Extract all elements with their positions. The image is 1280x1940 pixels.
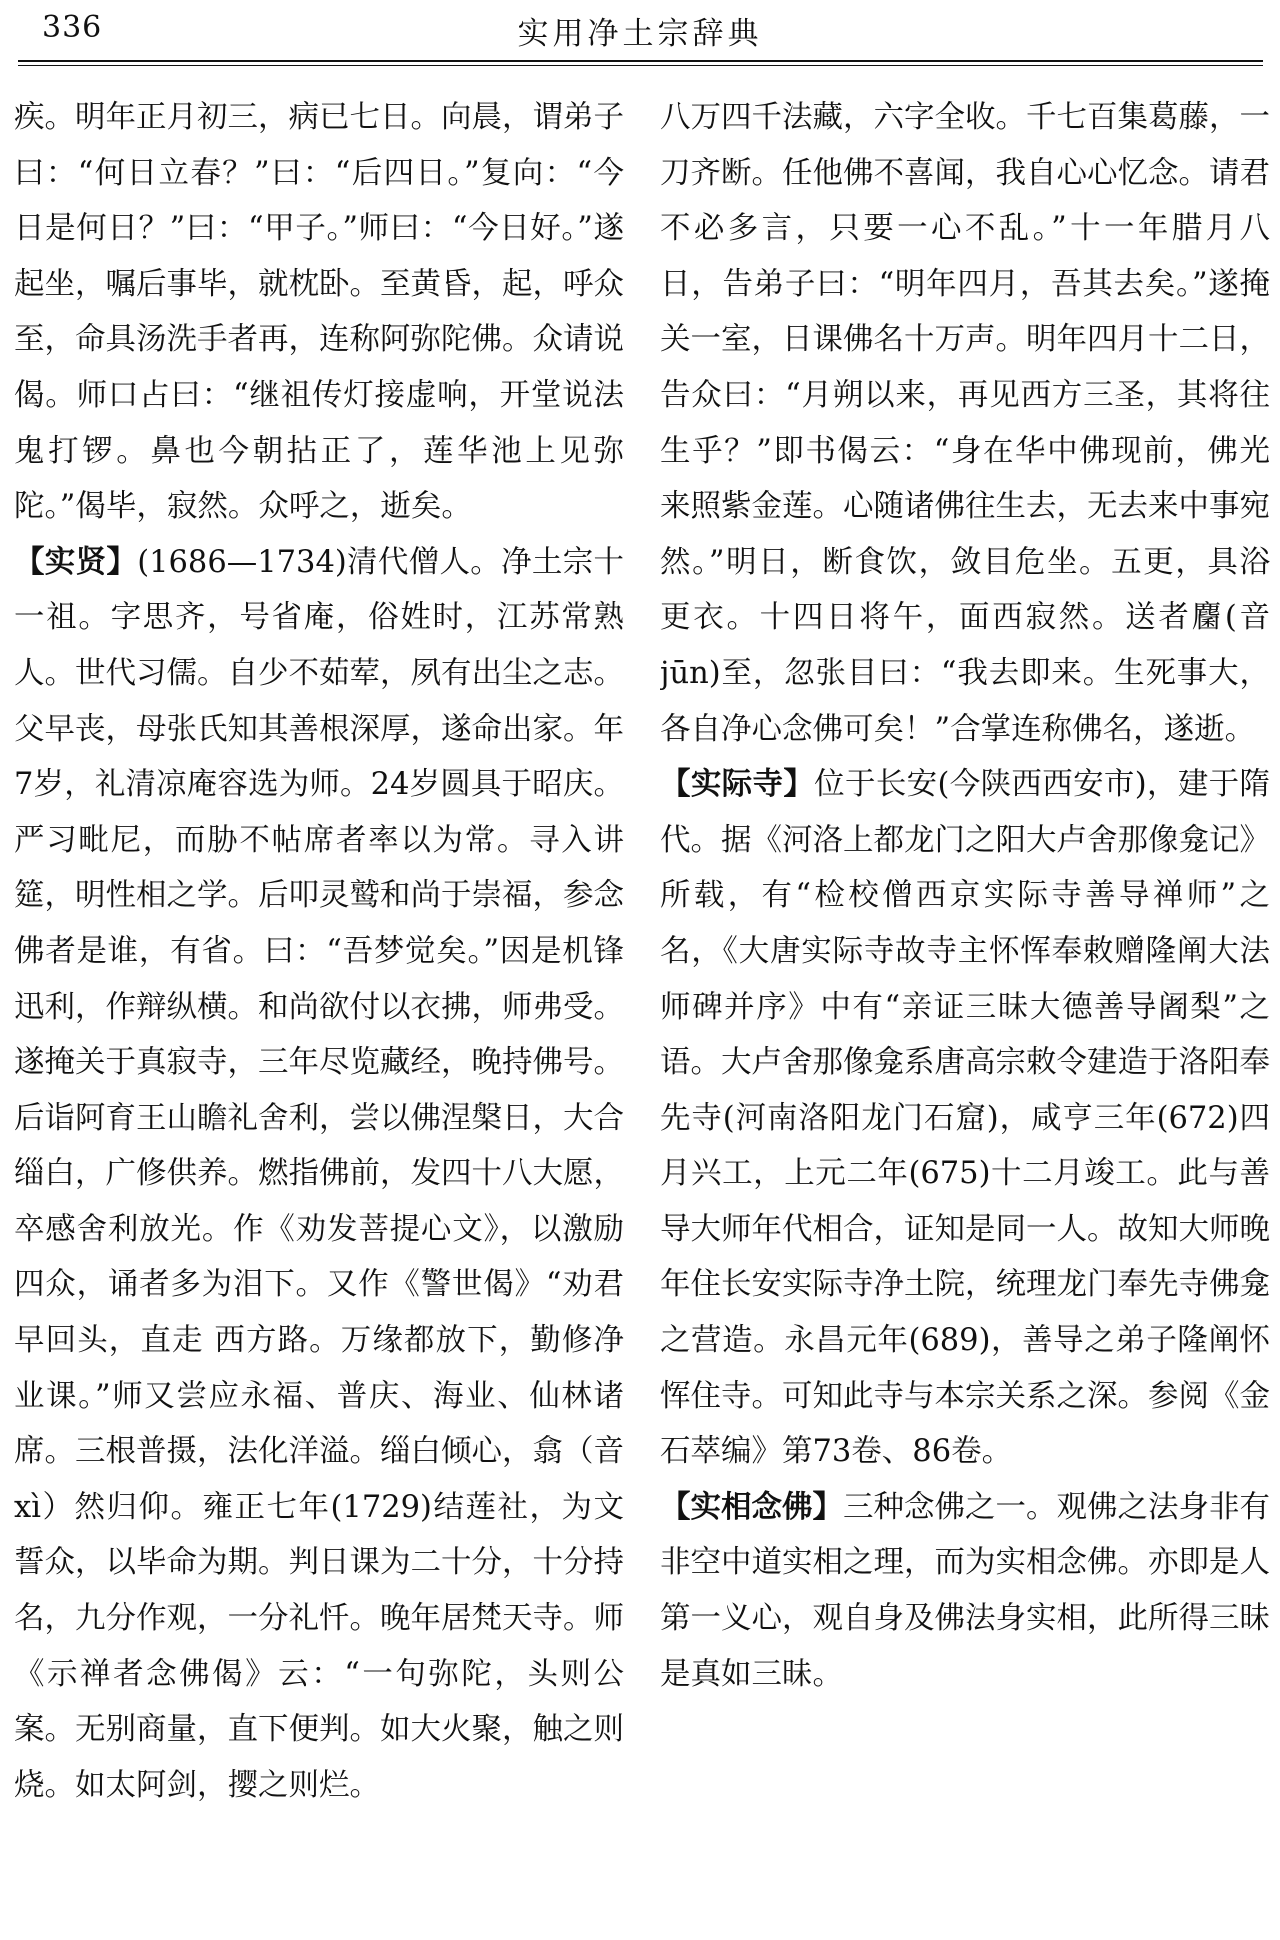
right-column [660, 90, 1270, 1930]
entry-body: (1686—1734)清代僧人。净土宗十一祖。字思齐，号省庵，俗姓时，江苏常熟人。世代习儒。自少不茹荤，夙有出尘之志。父早丧，母张氏知其善根深厚，遂命出家。年7岁，礼清凉庵容选为师。24岁圆具于昭庆。严习毗尼，而胁不帖席者率以为常。寻入讲筵，明性相之学。后叩灵鹫和尚于崇福，参念佛者是谁，有省。曰：“吾梦觉矣。”因是机锋迅利，作辩纵横。和尚欲付以衣拂，师弗受。遂掩关于真寂寺，三年尽览藏经，晚持佛号。后诣阿育王山瞻礼舍利，尝以佛涅槃日，大合缁白，广修供养。燃指佛前，发四十八大愿，卒感舍利放光。作《劝发菩提心文》，以激励四众，诵者多为泪下。又作《警世偈》“劝君早回头，直走 西方路。万缘都放下，勤修净业课。”师又尝应永福、普庆、海业、仙林诸席。三根普摄，法化洋溢。缁白倾心，翕（音 xì）然归仰。雍正七年(1729)结莲社，为文誓众，以毕命为期。判日课为二十分，十分持名，九分作观，一分礼忏。晚年居梵天寺。师《示禅者念佛偈》云：“一句弥陀，头则公案。无别商量，直下便判。如大火聚，触之则烧。如太阿剑，撄之则烂。 [14, 544, 624, 1803]
header-rule-thin [18, 65, 1263, 66]
page-header [0, 0, 1280, 70]
entry-headword: 【实贤】 [14, 544, 138, 580]
entry-headword: 【实相念佛】 [660, 1489, 843, 1525]
entry-headword: 【实际寺】 [660, 767, 815, 803]
dictionary-entry [660, 1480, 1270, 1702]
page-number: 336 [42, 10, 103, 45]
left-column [14, 90, 624, 1930]
header-rule [18, 60, 1263, 62]
book-title: 实用净土宗辞典 [517, 16, 763, 52]
dictionary-entry [14, 535, 624, 1814]
dictionary-entry [660, 757, 1270, 1480]
continuation-paragraph: 疾。明年正月初三，病已七日。向晨，谓弟子曰：“何日立春？”曰：“后四日。”复向：“今日是何日？”曰：“甲子。”师曰：“今日好。”遂起坐，嘱后事毕，就枕卧。至黄昏，起，呼众至，命具汤洗手者再，连称阿弥陀佛。众请说偈。师口占曰：“继祖传灯接虚响，开堂说法鬼打锣。鼻也今朝拈正了，莲华池上见弥陀。”偈毕，寂然。众呼之，逝矣。 [14, 100, 624, 525]
entry-body: 位于长安(今陕西西安市)，建于隋代。据《河洛上都龙门之阳大卢舍那像龛记》所载，有“检校僧西京实际寺善导禅师”之名，《大唐实际寺故寺主怀恽奉敕赠隆阐大法师碑并序》中有“亲证三昧大德善导阇梨”之语。大卢舍那像龛系唐高宗敕令建造于洛阳奉先寺(河南洛阳龙门石窟)，咸亨三年(672)四月兴工，上元二年(675)十二月竣工。此与善导大师年代相合，证知是同一人。故知大师晚年住长安实际寺净土院，统理龙门奉先寺佛龛之营造。永昌元年(689)，善导之弟子隆阐怀恽住寺。可知此寺与本宗关系之深。参阅《金石萃编》第73卷、86卷。 [660, 767, 1270, 1470]
continuation-paragraph: 八万四千法藏，六字全收。千七百集葛藤，一刀齐断。任他佛不喜闻，我自心心忆念。请君不必多言，只要一心不乱。”十一年腊月八日，告弟子曰：“明年四月，吾其去矣。”遂掩关一室，日课佛名十万声。明年四月十二日，告众曰：“月朔以来，再见西方三圣，其将往生乎？”即书偈云：“身在华中佛现前，佛光来照紫金莲。心随诸佛往生去，无去来中事宛然。”明日，断食饮，敛目危坐。五更，具浴更衣。十四日将午，面西寂然。送者麕(音 jūn)至，忽张目曰：“我去即来。生死事大，各自净心念佛可矣！”合掌连称佛名，遂逝。 [660, 100, 1270, 747]
entry-body: 三种念佛之一。观佛之法身非有非空中道实相之理，而为实相念佛。亦即是人第一义心，观自身及佛法身实相，此所得三昧是真如三昧。 [660, 1489, 1270, 1692]
